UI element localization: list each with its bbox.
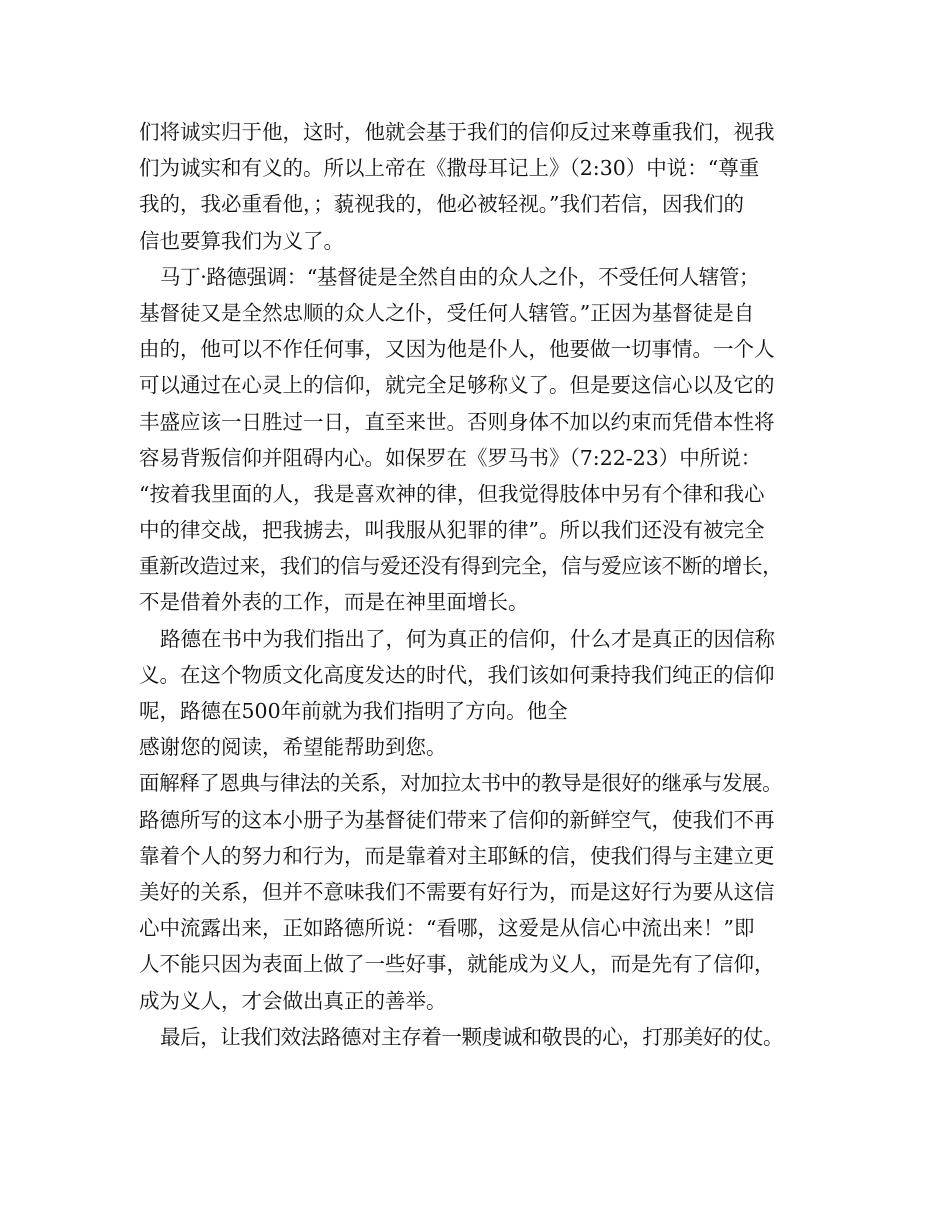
text-line: 路德所写的这本小册子为基督徒们带来了信仰的新鲜空气，使我们不再	[139, 807, 775, 832]
text-line: 信也要算我们为义了。	[139, 228, 344, 253]
text-line: 成为义人，才会做出真正的善举。	[139, 988, 447, 1013]
text-line: 们为诚实和有义的。所以上帝在《撒母耳记上》（2:30）中说：“尊重	[139, 156, 760, 181]
text-line: 丰盛应该一日胜过一日，直至来世。否则身体不加以约束而凭借本性将	[139, 409, 775, 434]
text-line: 义。在这个物质文化高度发达的时代，我们该如何秉持我们纯正的信仰	[139, 662, 775, 687]
paragraph-first-line: 路德在书中为我们指出了，何为真正的信仰，什么才是真正的因信称	[160, 626, 775, 651]
document-body	[139, 114, 839, 1055]
text-line: 中的律交战，把我掳去，叫我服从犯罪的律”。所以我们还没有被完全	[139, 518, 765, 543]
text-line: 美好的关系，但并不意味我们不需要有好行为，而是这好行为要从这信	[139, 879, 775, 904]
text-line: 感谢您的阅读，希望能帮助到您。	[139, 735, 447, 760]
text-line: 重新改造过来，我们的信与爱还没有得到完全，信与爱应该不断的增长，	[139, 554, 783, 579]
text-line: 面解释了恩典与律法的关系，对加拉太书中的教导是很好的继承与发展。	[139, 771, 783, 796]
text-line: “按着我里面的人，我是喜欢神的律，但我觉得肢体中另有个律和我心	[139, 481, 765, 506]
text-line: 人不能只因为表面上做了一些好事，就能成为义人，而是先有了信仰，	[139, 952, 775, 977]
text-line: 呢，路德在500年前就为我们指明了方向。他全	[139, 699, 568, 723]
text-line: 靠着个人的努力和行为，而是靠着对主耶稣的信，使我们得与主建立更	[139, 843, 775, 868]
text-line: 基督徒又是全然忠顺的众人之仆，受任何人辖管。”正因为基督徒是自	[139, 300, 755, 325]
text-line: 们将诚实归于他，这时，他就会基于我们的信仰反过来尊重我们，视我	[139, 120, 775, 144]
text-line: 容易背叛信仰并阻碍内心。如保罗在《罗马书》（7:22-23）中所说：	[139, 445, 762, 470]
text-line: 可以通过在心灵上的信仰，就完全足够称义了。但是要这信心以及它的	[139, 373, 775, 398]
text-line: 我的，我必重看他，；藐视我的，他必被轻视。”我们若信，因我们的	[139, 192, 744, 217]
text-line: 不是借着外表的工作，而是在神里面增长。	[139, 590, 529, 615]
paragraph-first-line: 最后，让我们效法路德对主存着一颗虔诚和敬畏的心，打那美好的仗。	[160, 1024, 784, 1049]
text-line: 由的，他可以不作任何事，又因为他是仆人，他要做一切事情。一个人	[139, 337, 775, 362]
paragraph-first-line: 马丁·路德强调：“基督徒是全然自由的众人之仆，不受任何人辖管；	[160, 264, 760, 289]
text-line: 心中流露出来，正如路德所说：“看哪，这爱是从信心中流出来！”即	[139, 916, 755, 941]
